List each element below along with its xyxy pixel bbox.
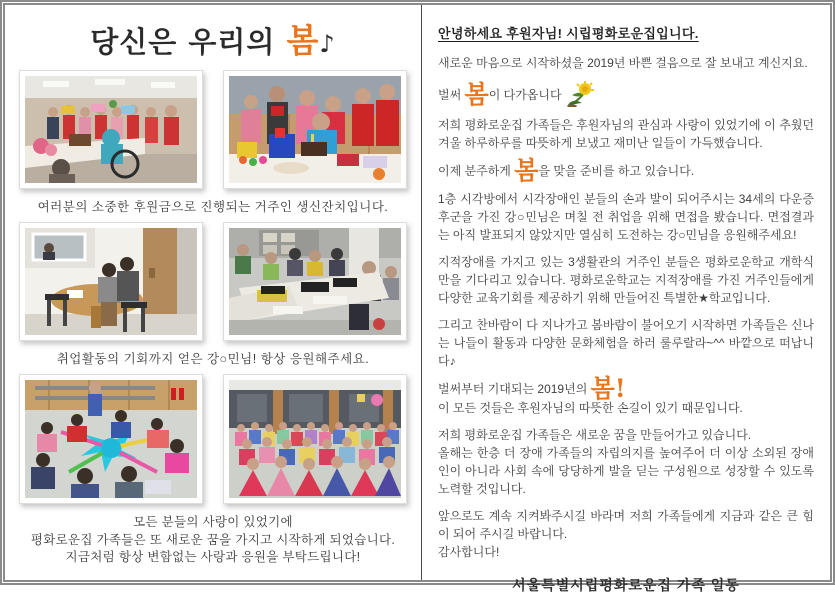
para-thanks: 감사합니다! (438, 544, 500, 559)
spring-line-2 (438, 155, 814, 185)
title-spring-word: 봄 (286, 21, 320, 60)
photo-work-tables (223, 222, 407, 341)
caption-job: 취업활동의 기회까지 얻은 강○민님! 항상 응원해주세요. (56, 352, 370, 366)
signature: 서울특별시립평화로운집 가족 일동 (512, 576, 740, 593)
page-right (422, 5, 830, 593)
spring-expectation-block (438, 373, 814, 417)
dandelion-icon (564, 81, 594, 107)
dream-block (438, 426, 814, 498)
para-outing: 그리고 찬바람이 다 지나가고 봄바람이 불어오기 시작하면 가족들은 신나는 나들이 활동과 다양한 문화체험을 하러 룰루랄라~^^ 바깥으로 떠납니다♪ (438, 317, 814, 368)
page-left (5, 5, 422, 580)
music-note-icon: ♪ (319, 30, 336, 58)
spring-line-3 (438, 373, 814, 403)
closing-line-2: 평화로운집 가족들은 또 새로운 꿈을 가지고 시작하게 되었습니다. (30, 532, 396, 547)
closing-line-3: 지금처럼 항상 변함없는 사랑과 응원을 부탁드립니다! (65, 550, 361, 564)
caption-birthday: 여러분의 소중한 후원금으로 진행되는 거주인 생신잔치입니다. (37, 200, 389, 214)
para-dream-2: 올해는 한층 더 장애 가족들의 자립의지를 높여주어 더 이상 소외된 장애인이 아니라 사회 속에 당당하게 발을 딛는 구성원으로 성장할 수 있도록 노력할 것입니다. (438, 445, 814, 496)
photo-birthday-singing (19, 70, 203, 189)
photo-birthday-cake (223, 70, 407, 189)
spring2-post: 을 맞을 준비를 하고 있습니다. (538, 163, 695, 178)
para-watch: 앞으로도 계속 지켜봐주시길 바라며 저희 가족들에게 지금과 같은 큰 힘이 되어 주시길 바랍니다. (438, 508, 814, 541)
para-dream-1: 저희 평화로운집 가족들은 새로운 꿈을 만들어가고 있습니다. (438, 427, 752, 442)
para-interview: 1층 시각방에서 시각장애인 분들의 손과 발이 되어주시는 34세의 다운증후군을 가진 강○민님은 며칠 전 취업을 위해 면접을 봤습니다. 면접결과는 아직 발표되지 않았지만 열심히 도전하는 강○민님을 응원해주세요! (438, 191, 814, 242)
para-new-year: 새로운 마음으로 시작하셨을 2019년 바쁜 걸음으로 잘 보내고 계신지요. (438, 55, 808, 70)
greeting-heading: 안녕하세요 후원자님! 시립평화로운집입니다. (438, 26, 699, 41)
spring3-pre: 벌써부터 기대되는 2019년의 (438, 381, 591, 396)
photo-interview-office (19, 222, 203, 341)
closing-message (31, 514, 395, 567)
photo-hanbok-group (223, 374, 407, 504)
spring1-word: 봄 (464, 79, 489, 109)
spring1-post: 이 다가옵니다 (488, 87, 562, 102)
photo-row-2 (19, 222, 407, 341)
photo-circle-game (19, 374, 203, 504)
para-winter: 저희 평화로운집 가족들은 후원자님의 관심과 사랑이 있었기에 이 추웠던 겨울 하루하루를 따뜻하게 보냈고 재미난 일들이 가득했습니다. (438, 117, 814, 150)
title-part2: 우리의 (188, 25, 287, 59)
para-school: 지적장애를 가지고 있는 3생활관의 거주인 분들은 평화로운학교 개학식만을 기다리고 있습니다. 평화로운학교는 지적장애를 가진 거주인들에게 다양한 교육기회를 제공하기 위해 만들어진 특별한★학교입니다. (438, 254, 814, 305)
page-title (90, 15, 336, 62)
title-part1: 당신은 (90, 25, 189, 59)
para-reason: 이 모든 것들은 후원자님의 따뜻한 손길이 있기 때문입니다. (438, 400, 743, 415)
closing-line-1: 모든 분들의 사랑이 있었기에 (133, 515, 293, 529)
watch-block (438, 507, 814, 561)
spring-line-1 (438, 81, 814, 107)
spring1-pre: 벌써 (438, 87, 465, 102)
photo-row-3 (19, 374, 407, 504)
photo-row-1 (19, 70, 407, 189)
spring3-word: 봄! (590, 373, 626, 403)
spring2-word: 봄 (514, 155, 539, 185)
spring2-pre: 이제 분주하게 (438, 163, 515, 178)
